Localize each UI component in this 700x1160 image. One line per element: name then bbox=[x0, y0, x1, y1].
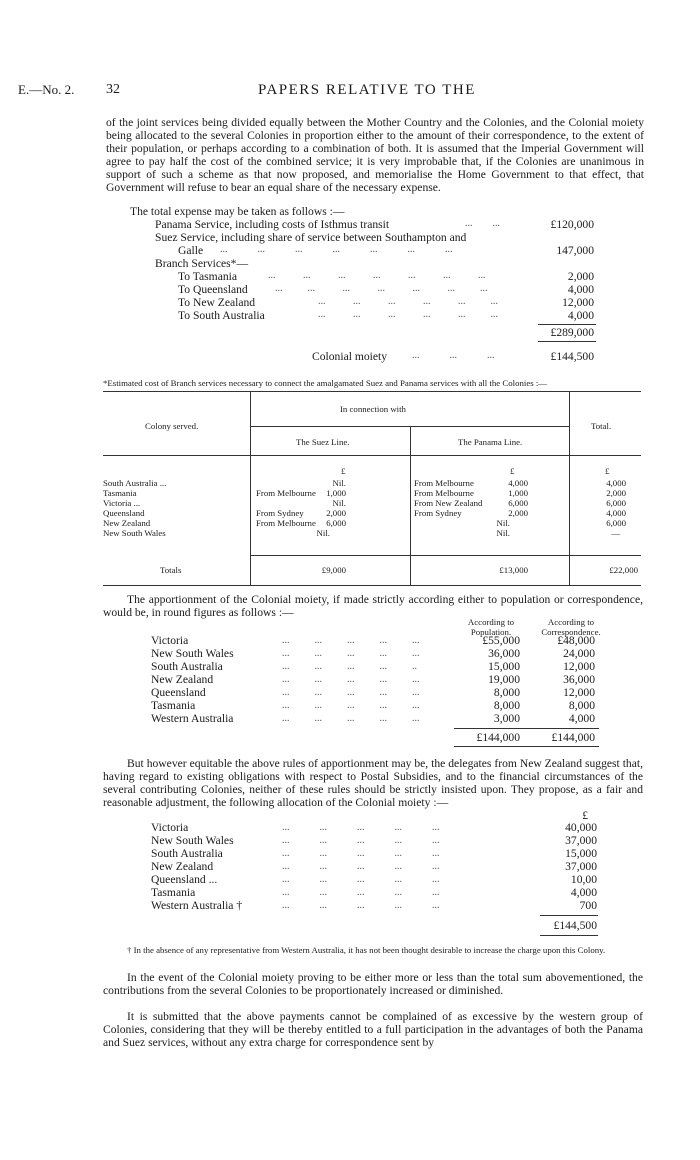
branch-item-value: 4,000 bbox=[567, 309, 594, 322]
panama-from-cell: From Melbourne bbox=[414, 488, 474, 498]
apportion-correspondence: 4,000 bbox=[568, 712, 595, 725]
dot-leader: ... ... ... ... ... ... ... bbox=[275, 283, 488, 294]
dot-leader: ... ... ... ... ... ... ... ... ... ... ... ... ... ... .. ... ... ... ... ... ... ... ... ... ... ... ... ... ... ... ... ... ... ... ... bbox=[282, 635, 420, 724]
colony-cell: New South Wales bbox=[103, 528, 166, 538]
total-cell: 6,000 bbox=[606, 518, 626, 528]
allocation-value: 10,00 bbox=[570, 873, 597, 886]
table-rule-top bbox=[103, 391, 641, 392]
apportion-correspondence: 12,000 bbox=[563, 660, 595, 673]
page-number: 32 bbox=[106, 82, 120, 97]
pound-sign: £ bbox=[582, 809, 588, 822]
sum-rule bbox=[540, 935, 598, 936]
apportion-population: 36,000 bbox=[488, 647, 520, 660]
allocation-colony: Tasmania bbox=[151, 886, 196, 899]
colonial-moiety-value: £144,500 bbox=[550, 350, 594, 363]
suez-value-cell: Nil. bbox=[332, 478, 346, 488]
header-in-connection: In connection with bbox=[340, 404, 406, 414]
pound-sign: £ bbox=[341, 466, 346, 476]
dot-leader: ... ... ... ... ... ... bbox=[318, 309, 498, 320]
branch-item-label: To New Zealand bbox=[178, 296, 256, 309]
apportion-correspondence: 12,000 bbox=[563, 686, 595, 699]
panama-total: £13,000 bbox=[499, 565, 528, 575]
branch-estimate-note: *Estimated cost of Branch services necessary to connect the amalgamated Suez and Panama services with all the Colonies :— bbox=[103, 378, 548, 388]
allocation-value: 700 bbox=[579, 899, 597, 912]
totals-label: Totals bbox=[160, 565, 182, 575]
suez-value-cell: 2,000 bbox=[326, 508, 346, 518]
table-col-divider bbox=[410, 427, 411, 585]
header-correspondence-1: According to bbox=[547, 617, 595, 627]
expense-panama-label: Panama Service, including costs of Isthmus transit bbox=[155, 218, 390, 231]
apportion-colony: New Zealand bbox=[151, 673, 214, 686]
header-correspondence-2: Correspondence. bbox=[541, 627, 601, 637]
apportion-colony: Western Australia bbox=[151, 712, 234, 725]
suez-value-cell: Nil. bbox=[332, 498, 346, 508]
table-rule-bottom bbox=[103, 585, 641, 586]
total-cell: — bbox=[611, 528, 620, 538]
header-population-1: According to bbox=[467, 617, 515, 627]
pound-sign: £ bbox=[510, 466, 515, 476]
suez-total: £9,000 bbox=[321, 565, 346, 575]
apportion-colony: New South Wales bbox=[151, 647, 234, 660]
dot-leader: ... ... ... ... ... ... ... bbox=[268, 270, 486, 281]
apportion-population-total: £144,000 bbox=[476, 731, 520, 744]
colony-cell: Victoria ... bbox=[103, 498, 141, 508]
western-australia-note: † In the absence of any representative from Western Australia, it has not been thought desirable to increase the charge upon this Colony. bbox=[127, 945, 606, 955]
allocation-colony: Victoria bbox=[151, 821, 189, 834]
allocation-value: 40,000 bbox=[565, 821, 597, 834]
dot-leader: ... ... ... ... ... ... ... ... ... ... ... ... ... ... ... ... ... ... ... ... ... ... ... ... ... ... ... ... ... ... ... ... ... ... ... bbox=[282, 822, 440, 911]
table-rule-head bbox=[103, 455, 641, 456]
panama-value-cell: Nil. bbox=[496, 518, 510, 528]
colony-cell: South Australia ... bbox=[103, 478, 167, 488]
apportion-correspondence: £48,000 bbox=[557, 634, 595, 647]
panama-from-cell: From New Zealand bbox=[414, 498, 483, 508]
panama-from-cell: From Melbourne bbox=[414, 478, 474, 488]
dot-leader: ... ... ... ... ... ... ... bbox=[220, 244, 453, 255]
total-cell: 2,000 bbox=[606, 488, 626, 498]
allocation-value: 4,000 bbox=[570, 886, 597, 899]
paragraph-joint-services: of the joint services being divided equally between the Mother Country and the Colonies, and the Colonial moiety being allocated to the several Colonies in proportion either to the amount of their correspondence, to the extent of their population, or perhaps according to a combination of both. It is assumed that the Imperial Government will agree to pay half the cost of the combined service; it is very improbable that, if the Colonies are unanimous in support of such a scheme as that now proposed, and memorialise the Home Government to that effect, that Government will refuse to bear an equal share of the necessary expense. bbox=[106, 116, 644, 194]
page-header bbox=[0, 82, 700, 102]
panama-value-cell: 2,000 bbox=[508, 508, 528, 518]
expense-total: £289,000 bbox=[550, 326, 594, 339]
dot-leader: ... ... ... ... ... ... bbox=[318, 296, 498, 307]
colony-cell: Queensland bbox=[103, 508, 145, 518]
pound-sign: £ bbox=[605, 466, 610, 476]
branch-item-label: To Tasmania bbox=[178, 270, 238, 283]
branch-item-value: 2,000 bbox=[567, 270, 594, 283]
apportion-colony: Tasmania bbox=[151, 699, 196, 712]
branch-item-label: To South Australia bbox=[178, 309, 265, 322]
expense-suez-label: Suez Service, including share of service between Southampton and bbox=[155, 231, 467, 244]
table-rule-totals bbox=[251, 555, 641, 556]
apportion-correspondence-total: £144,000 bbox=[551, 731, 595, 744]
colony-cell: New Zealand bbox=[103, 518, 151, 528]
panama-value-cell: Nil. bbox=[496, 528, 510, 538]
page-title: PAPERS RELATIVE TO THE bbox=[258, 82, 476, 98]
apportion-correspondence: 24,000 bbox=[563, 647, 595, 660]
apportion-population: 3,000 bbox=[493, 712, 520, 725]
sum-rule bbox=[540, 915, 598, 916]
header-colony: Colony served. bbox=[145, 421, 199, 431]
paragraph-total-expense-intro: The total expense may be taken as follows :— bbox=[130, 205, 345, 218]
sum-rule bbox=[538, 324, 596, 325]
allocation-colony: New Zealand bbox=[151, 860, 214, 873]
paragraph-western-group: It is submitted that the above payments cannot be complained of as excessive by the western group of Colonies, considering that they will be thereby entitled to a full participation in the advantages of both the Panama and Suez services, without any extra charge for correspondence sent by bbox=[103, 1010, 643, 1049]
panama-value-cell: 1,000 bbox=[508, 488, 528, 498]
header-panama: The Panama Line. bbox=[458, 437, 523, 447]
branch-item-label: To Queensland bbox=[178, 283, 248, 296]
total-cell: 6,000 bbox=[606, 498, 626, 508]
apportion-population: 8,000 bbox=[493, 699, 520, 712]
apportion-population: 19,000 bbox=[488, 673, 520, 686]
header-suez: The Suez Line. bbox=[296, 437, 350, 447]
document-reference: E.—No. 2. bbox=[18, 82, 75, 97]
panama-value-cell: 6,000 bbox=[508, 498, 528, 508]
apportion-colony: Queensland bbox=[151, 686, 206, 699]
apportion-correspondence: 36,000 bbox=[563, 673, 595, 686]
paragraph-new-zealand-proposal: But however equitable the above rules of apportionment may be, the delegates from New Zealand suggest that, having regard to existing obligations with respect to Postal Subsidies, and to the financial circumstances of the several contributing Colonies, neither of these rules should be strictly insisted upon. They propose, as a fair and reasonable adjustment, the following allocation of the Colonial moiety :— bbox=[103, 757, 643, 809]
allocation-colony: New South Wales bbox=[151, 834, 234, 847]
suez-from-cell: From Melbourne bbox=[256, 488, 316, 498]
allocation-value: 37,000 bbox=[565, 860, 597, 873]
paragraph-moiety-variation: In the event of the Colonial moiety proving to be either more or less than the total sum abovementioned, the contributions from the several Colonies to be proportionately increased or diminished. bbox=[103, 971, 643, 997]
apportion-correspondence: 8,000 bbox=[568, 699, 595, 712]
allocation-colony: Western Australia † bbox=[151, 899, 243, 912]
panama-value-cell: 4,000 bbox=[508, 478, 528, 488]
expense-suez-value: 147,000 bbox=[556, 244, 594, 257]
colony-cell: Tasmania bbox=[103, 488, 137, 498]
total-cell: 4,000 bbox=[606, 508, 626, 518]
header-population-2: Population. bbox=[470, 627, 512, 637]
allocation-value: 15,000 bbox=[565, 847, 597, 860]
apportion-population: £55,000 bbox=[482, 634, 520, 647]
allocation-value: 37,000 bbox=[565, 834, 597, 847]
dot-leader: ... ... bbox=[465, 218, 500, 229]
colonial-moiety-label: Colonial moiety bbox=[312, 350, 388, 363]
branch-item-value: 12,000 bbox=[562, 296, 594, 309]
suez-from-cell: From Melbourne bbox=[256, 518, 316, 528]
suez-value-cell: 6,000 bbox=[326, 518, 346, 528]
sum-rule bbox=[538, 341, 596, 342]
apportion-colony: South Australia bbox=[151, 660, 223, 673]
allocation-total: £144,500 bbox=[553, 919, 597, 932]
expense-suez-label-cont: Galle bbox=[178, 244, 204, 257]
apportion-population: 8,000 bbox=[493, 686, 520, 699]
suez-from-cell: From Sydney bbox=[256, 508, 304, 518]
allocation-colony: Queensland ... bbox=[151, 873, 218, 886]
grand-total: £22,000 bbox=[609, 565, 638, 575]
paragraph-apportionment: The apportionment of the Colonial moiety, if made strictly according either to population or correspondence, would be, in round figures as follows :— bbox=[103, 593, 643, 619]
suez-value-cell: 1,000 bbox=[326, 488, 346, 498]
apportion-population: 15,000 bbox=[488, 660, 520, 673]
apportion-colony: Victoria bbox=[151, 634, 189, 647]
allocation-colony: South Australia bbox=[151, 847, 223, 860]
header-total: Total. bbox=[591, 421, 612, 431]
total-cell: 4,000 bbox=[606, 478, 626, 488]
dot-leader: ... ... ... bbox=[412, 350, 495, 361]
suez-value-cell: Nil. bbox=[316, 528, 330, 538]
expense-branch-label: Branch Services*— bbox=[155, 257, 249, 270]
branch-item-value: 4,000 bbox=[567, 283, 594, 296]
sum-rule bbox=[454, 728, 599, 729]
table-rule-sub bbox=[251, 426, 569, 427]
panama-from-cell: From Sydney bbox=[414, 508, 462, 518]
expense-panama-value: £120,000 bbox=[550, 218, 594, 231]
sum-rule bbox=[454, 746, 599, 747]
